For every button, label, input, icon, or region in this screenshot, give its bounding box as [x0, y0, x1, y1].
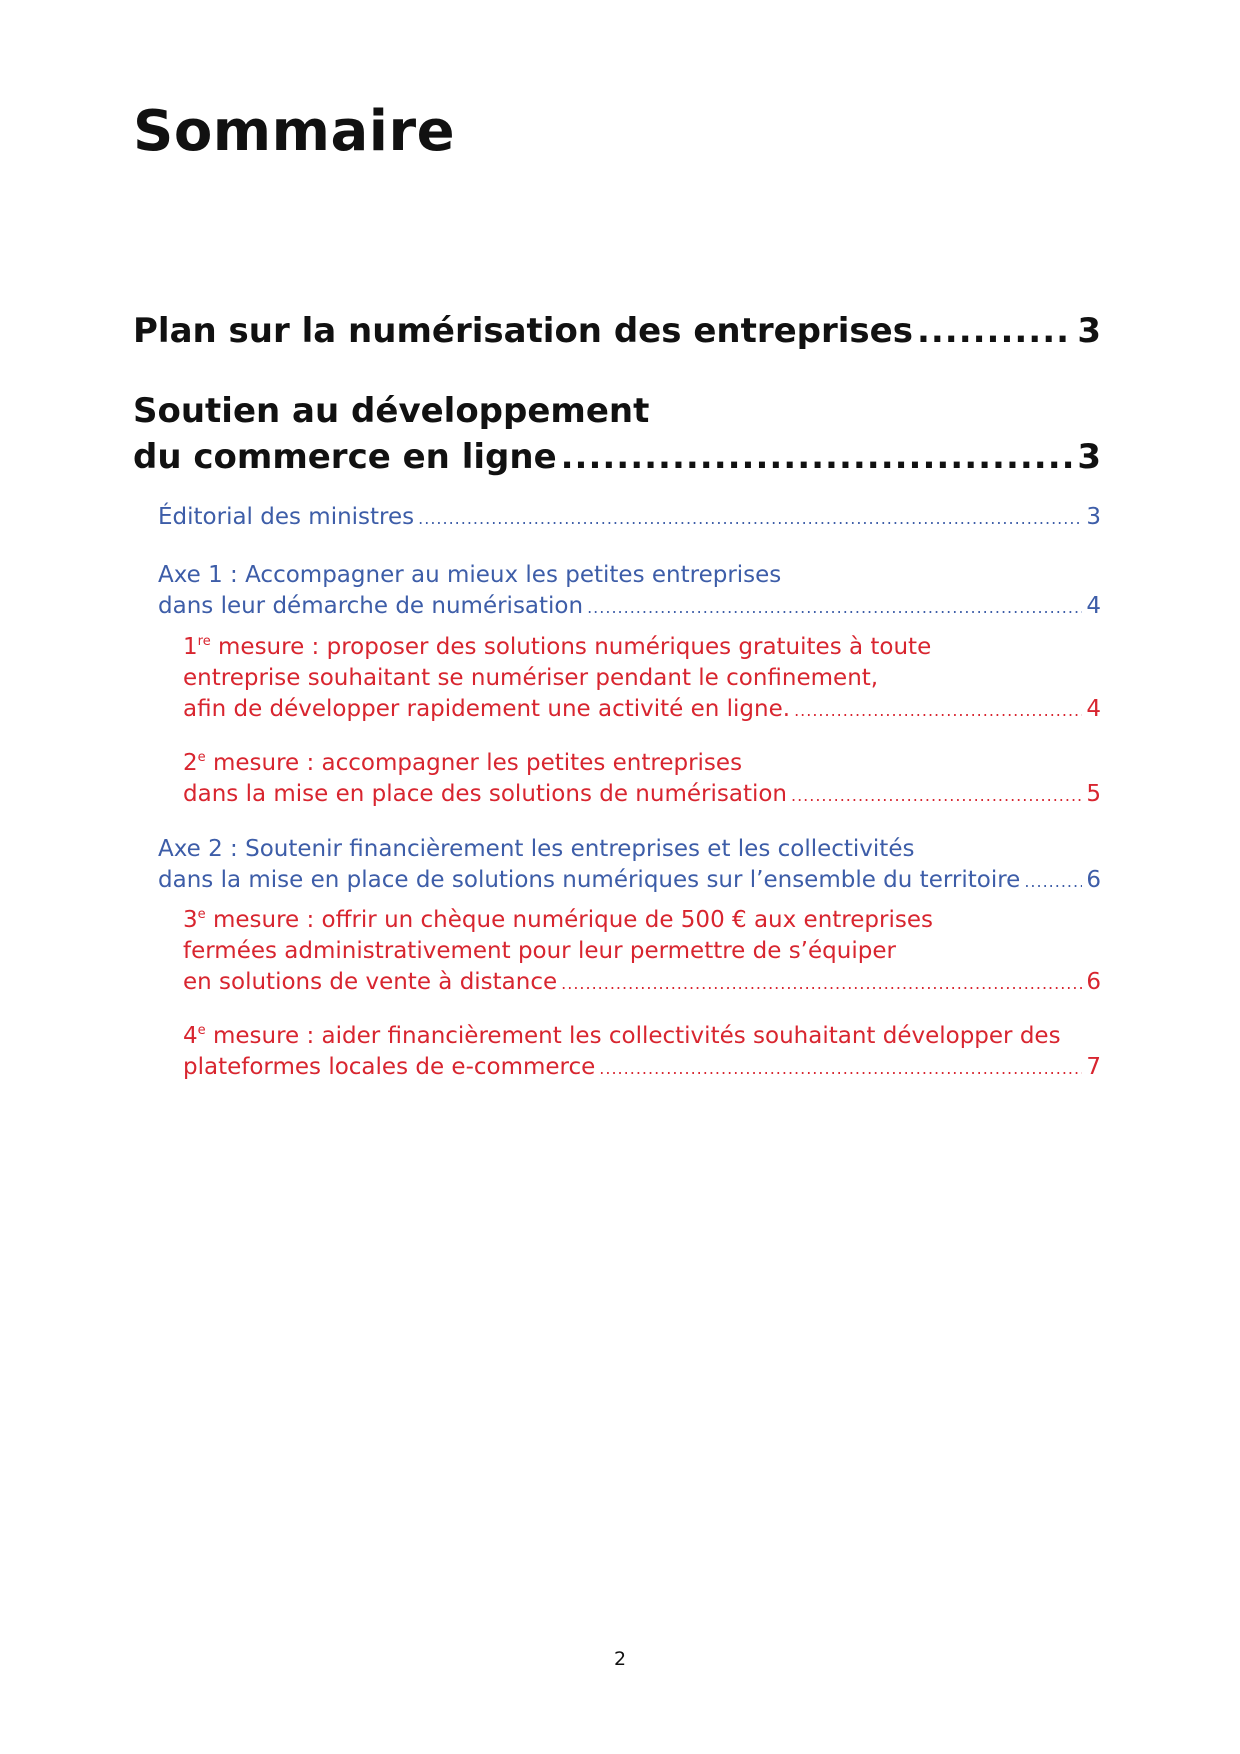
toc-entry-mesure3-label-line1: 3e mesure : offrir un chèque numérique de 500 € aux entreprises [183, 907, 933, 933]
leader-dots [418, 502, 1082, 534]
page-number: 2 [613, 1648, 627, 1670]
toc-entry-axe1-label-line1: Axe 1 : Accompagner au mieux les petites entreprises [158, 562, 782, 588]
toc-entry-axe2-label-line2: dans la mise en place de solutions numériques sur l’ensemble du territoire [158, 867, 1021, 893]
toc-entry-mesure3-page: 6 [1086, 969, 1101, 995]
toc-entry-soutien-label-line1: Soutien au développement [133, 391, 650, 431]
toc-entry-plan-page: 3 [1077, 311, 1101, 351]
toc-entry-mesure3-label-line3: en solutions de vente à distance [183, 969, 558, 995]
toc-entry-plan-label: Plan sur la numérisation des entreprises [133, 311, 913, 351]
toc-entry-axe2[interactable] [158, 834, 1101, 897]
toc-entry-mesure4-label-line1: 4e mesure : aider financièrement les collectivités souhaitant développer des [183, 1023, 1061, 1049]
toc-entry-mesure1-label-line1: 1re mesure : proposer des solutions numériques gratuites à toute [183, 634, 932, 660]
toc-entry-mesure4[interactable] [183, 1021, 1101, 1084]
leader-dots [587, 591, 1082, 623]
toc-entry-mesure1-page: 4 [1086, 696, 1101, 722]
leader-dots [794, 694, 1082, 726]
toc-entry-axe2-page: 6 [1086, 867, 1101, 893]
toc-entry-mesure4-page: 7 [1086, 1054, 1101, 1080]
toc-entry-editorial[interactable] [158, 502, 1101, 534]
toc-entry-soutien-page: 3 [1077, 437, 1101, 477]
toc-entry-editorial-label: Éditorial des ministres [158, 504, 415, 530]
toc-entry-mesure2[interactable] [183, 748, 1101, 811]
toc-entry-plan[interactable] [133, 308, 1101, 354]
toc-entry-mesure1-label-line3: afin de développer rapidement une activité en ligne. [183, 696, 791, 722]
leader-dots [791, 779, 1082, 811]
toc-entry-mesure1-label-line2: entreprise souhaitant se numériser pendant le confinement, [183, 665, 879, 691]
leader-dots [561, 434, 1074, 480]
toc-entry-soutien-label-line2: du commerce en ligne [133, 437, 557, 477]
toc-entry-mesure2-label-line2: dans la mise en place des solutions de numérisation [183, 781, 787, 807]
toc-entry-editorial-page: 3 [1086, 504, 1101, 530]
leader-dots [1024, 865, 1082, 897]
toc-entry-mesure2-label-line1: 2e mesure : accompagner les petites entreprises [183, 750, 743, 776]
leader-dots [917, 308, 1073, 354]
leader-dots [561, 967, 1082, 999]
page-title: Sommaire [133, 99, 456, 164]
toc-entry-axe1-label-line2: dans leur démarche de numérisation [158, 593, 584, 619]
toc-entry-axe2-label-line1: Axe 2 : Soutenir financièrement les entreprises et les collectivités [158, 836, 915, 862]
toc-entry-mesure2-page: 5 [1086, 781, 1101, 807]
toc-entry-soutien[interactable] [133, 388, 1101, 480]
leader-dots [599, 1052, 1082, 1084]
toc-entry-mesure4-label-line2: plateformes locales de e-commerce [183, 1054, 596, 1080]
toc-entry-mesure3-label-line2: fermées administrativement pour leur permettre de s’équiper [183, 938, 896, 964]
toc-entry-axe1[interactable] [158, 560, 1101, 623]
toc-entry-mesure1[interactable] [183, 632, 1101, 726]
toc-entry-mesure3[interactable] [183, 905, 1101, 999]
toc-entry-axe1-page: 4 [1086, 593, 1101, 619]
